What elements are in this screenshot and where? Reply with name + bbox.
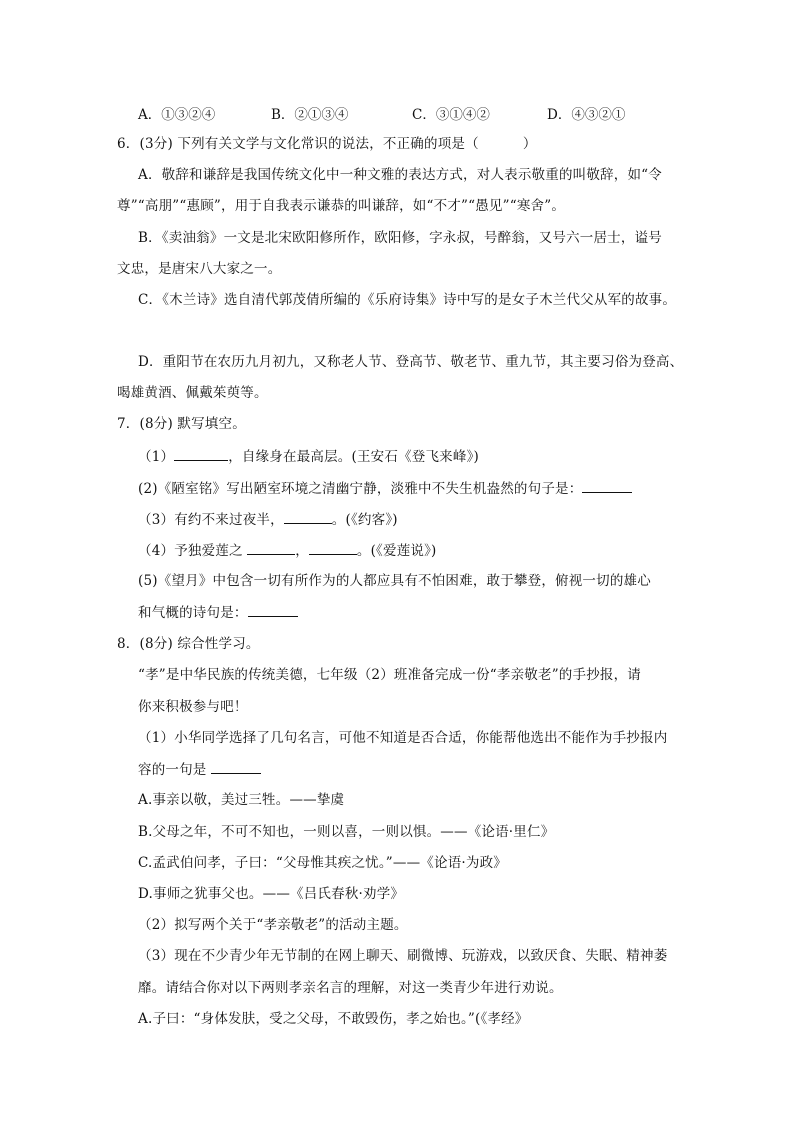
q7-item-5-line1: (5)《望月》中包含一切有所作为的人都应具有不怕困难，敢于攀登，俯视一切的雄心: [138, 573, 651, 589]
q7-item-1-text: ，自缘身在最高层。(王安石《登飞来峰》): [228, 449, 479, 465]
q5-option-a: A．①③②④: [138, 107, 216, 123]
q8-option-c: C.孟武伯问孝，子曰：“父母惟其疾之忧。”——《论语·为政》: [138, 855, 507, 871]
q8-option-b: B.父母之年，不可不知也，一则以喜，一则以惧。——《论语·里仁》: [138, 824, 555, 840]
q7-item-1: [138, 446, 479, 467]
q7-item-2-text: (2)《陋室铭》写出陋室环境之清幽宁静，淡雅中不失生机盎然的句子是：: [138, 481, 583, 497]
q6-stem-text: 6．(3分) 下列有关文学与文化常识的说法，不正确的项是（: [117, 136, 479, 152]
q7-blank-4b: [309, 540, 357, 555]
q8-part2: （2）拟写两个关于“孝亲敬老”的活动主题。: [138, 917, 408, 933]
q8-part1-text: 容的一句是: [138, 762, 211, 778]
q7-blank-5: [248, 602, 298, 617]
q6-option-b-line1: B．《卖油翁》一文是北宋欧阳修所作，欧阳修，字永叔，号醉翁，又号六一居士，谥号: [138, 230, 662, 246]
q7-item-4-source: 。(《爱莲说》): [356, 543, 437, 559]
q7-stem: 7．(8分) 默写填空。: [117, 416, 246, 432]
q8-part1-line2: [138, 759, 261, 780]
q7-item-3-text: （3）有约不来过夜半，: [138, 512, 284, 528]
q6-option-b-line2: 文忠，是唐宋八大家之一。: [117, 261, 282, 277]
q7-blank-4a: [247, 540, 295, 555]
q8-part3-line1: （3）现在不少青少年无节制的在网上聊天、刷微博、玩游戏，以致厌食、失眠、精神萎: [138, 948, 668, 964]
q8-intro-line1: “孝”是中华民族的传统美德，七年级（2）班准备完成一份“孝亲敬老”的手抄报，请: [138, 667, 641, 683]
q5-option-c: C．③①④②: [412, 107, 490, 123]
q7-blank-1: [174, 446, 228, 461]
q5-option-d: D．④③②①: [547, 107, 626, 123]
q6-option-a-line2: 尊”“高朋”“惠顾”，用于自我表示谦恭的叫谦辞，如“不才”“愚见”“寒舍”。: [117, 198, 566, 214]
q8-part3-line2: 靡。请结合你对以下两则孝亲名言的理解，对这一类青少年进行劝说。: [138, 980, 563, 996]
q7-item-2: [138, 478, 632, 499]
q8-part3-quote-a: A.子曰：“身体发肤，受之父母，不敢毁伤，孝之始也。”(《孝经》: [138, 1011, 529, 1027]
q7-blank-3: [284, 509, 332, 524]
q5-option-b: B．②①③④: [271, 107, 349, 123]
q6-option-c: C．《木兰诗》选自清代郭茂倩所编的《乐府诗集》诗中写的是女子木兰代父从军的故事。: [138, 292, 677, 308]
q7-item-5-text: 和气概的诗句是：: [138, 605, 248, 621]
q6-stem: [117, 134, 537, 154]
q8-intro-line2: 你来积极参与吧！: [138, 699, 248, 715]
q6-stem-close: ）: [522, 136, 537, 152]
q8-part1-line1: （1）小华同学选择了几句名言，可他不知道是否合适，你能帮他选出不能作为手抄报内: [138, 730, 668, 746]
q7-item-3-source: 。(《约客》): [331, 512, 398, 528]
q6-option-a-line1: A．敬辞和谦辞是我国传统文化中一种文雅的表达方式，对人表示敬重的叫敬辞，如“令: [138, 167, 662, 183]
q8-stem: 8．(8分) 综合性学习。: [117, 636, 260, 652]
q7-blank-2: [582, 478, 632, 493]
q7-item-4: [138, 540, 437, 561]
q7-item-4-sep: ，: [295, 543, 309, 559]
q8-option-a: A.事亲以敬，美过三牲。——挚虞: [138, 792, 345, 808]
q7-item-3: [138, 509, 398, 530]
q7-item-5-line2: [138, 602, 298, 623]
q8-blank-1: [211, 759, 261, 774]
q8-option-d: D.事师之犹事父也。——《吕氏春秋·劝学》: [138, 886, 405, 902]
q7-item-1-number: （1）: [138, 449, 175, 465]
q6-option-d-line2: 喝雄黄酒、佩戴茱萸等。: [117, 385, 268, 401]
q6-option-d-line1: D．重阳节在农历九月初九，又称老人节、登高节、敬老节、重九节，其主要习俗为登高、: [138, 354, 684, 370]
q7-item-4-text: （4）予独爱莲之: [138, 543, 248, 559]
